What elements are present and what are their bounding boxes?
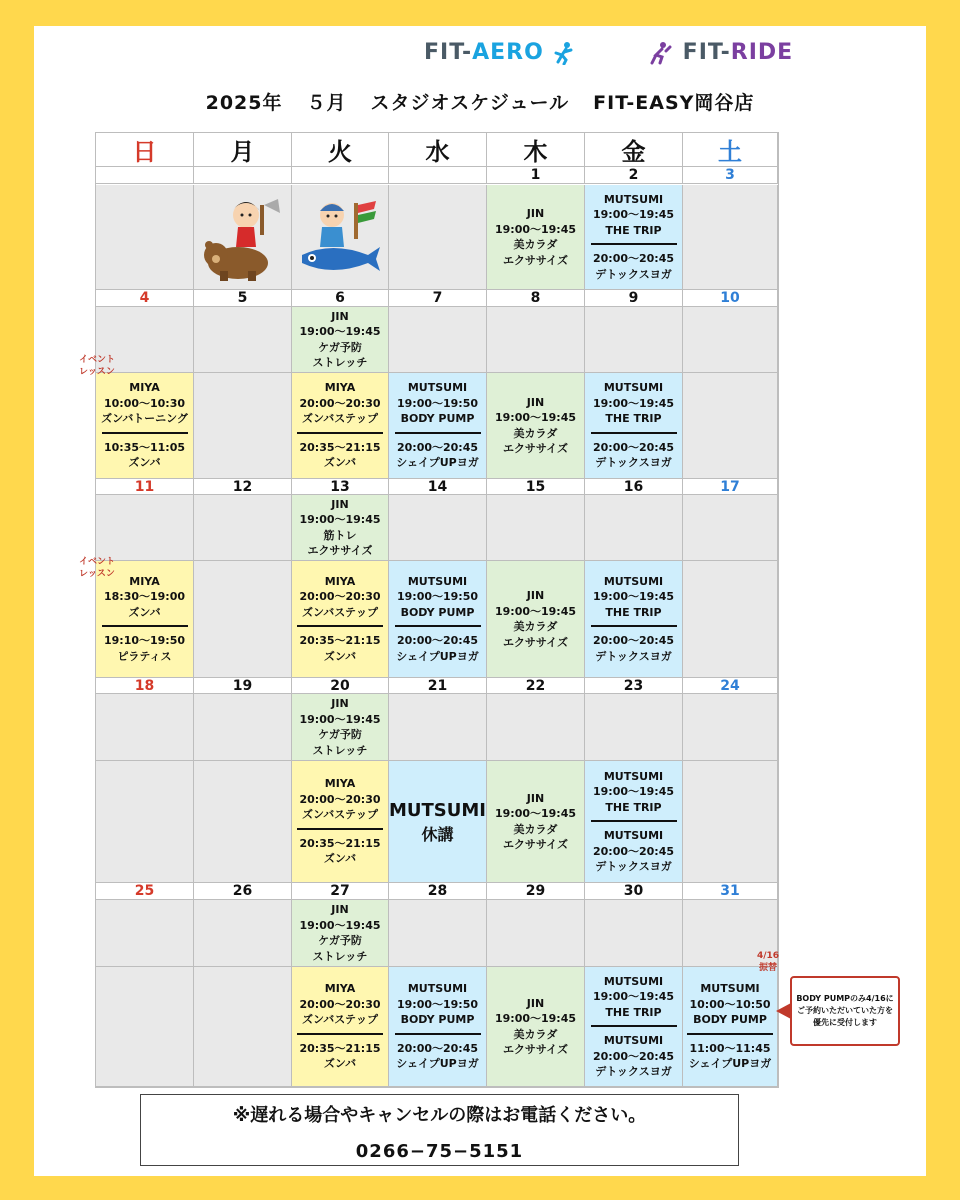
lesson-cell <box>487 373 585 479</box>
lesson-text: シェイプUPヨガ <box>396 1057 479 1071</box>
lesson-divider <box>297 1033 383 1035</box>
lesson-text: 20:00〜20:45 <box>396 634 479 648</box>
lesson-cell <box>585 761 683 883</box>
runner-icon <box>553 41 575 65</box>
lesson-text: 11:00〜11:45 <box>689 1041 771 1055</box>
lesson-text: 20:00〜20:30 <box>299 590 381 604</box>
lesson-text: ズンバ <box>323 1057 357 1071</box>
lesson-text: 20:35〜21:15 <box>299 1041 381 1055</box>
date-number: 13 <box>292 479 389 495</box>
lesson-text: 20:00〜20:30 <box>299 792 381 806</box>
lesson-text: BODY PUMP <box>400 605 475 619</box>
lesson-text: MUTSUMI <box>603 381 664 395</box>
date-number: 12 <box>194 479 292 495</box>
lesson-text: BODY PUMP <box>400 1013 475 1027</box>
day-cell <box>96 967 194 1087</box>
lesson-text: シェイプUPヨガ <box>396 649 479 663</box>
date-number: 27 <box>292 883 389 900</box>
lesson-cell <box>585 185 683 290</box>
lesson-text: ズンバトーニング <box>101 412 188 426</box>
date-number: 25 <box>96 883 194 900</box>
lesson-text: JIN <box>331 903 349 916</box>
fit-aero-logo: FIT-AERO <box>424 40 575 65</box>
lesson-text: MIYA <box>129 381 160 395</box>
date-number: 21 <box>389 678 487 694</box>
lesson-text: JIN <box>526 996 545 1010</box>
lesson-text: デトックスヨガ <box>595 1065 672 1078</box>
lesson-text: 10:00〜10:50 <box>689 997 771 1011</box>
date-number: 6 <box>292 290 389 307</box>
lesson-text: 19:00〜19:45 <box>592 396 675 410</box>
day-cell <box>585 900 683 967</box>
lesson-cell <box>389 967 487 1087</box>
day-cell <box>683 373 778 479</box>
lesson-divider <box>395 625 481 627</box>
lesson-text: JIN <box>526 207 545 220</box>
day-cell <box>487 900 585 967</box>
weekday-header: 水 <box>389 133 487 167</box>
lesson-text: ズンバ <box>323 852 357 866</box>
fit-ride-logo: FIT-RIDE <box>648 40 793 65</box>
day-cell <box>585 307 683 373</box>
day-cell <box>683 495 778 561</box>
lesson-text: MUTSUMI <box>603 974 664 988</box>
lesson-text: ズンバステップ <box>301 412 378 426</box>
lesson-text: ズンバステップ <box>301 808 378 822</box>
cyclist-icon <box>648 41 674 65</box>
lesson-divider <box>102 432 188 434</box>
lesson-cell <box>292 967 389 1087</box>
lesson-text: MIYA <box>129 574 160 588</box>
date-number: 26 <box>194 883 292 900</box>
lesson-cell <box>292 307 389 373</box>
cancelled-lesson <box>389 761 487 883</box>
date-number <box>389 167 487 184</box>
weekday-header: 木 <box>487 133 585 167</box>
date-number: 7 <box>389 290 487 307</box>
lesson-text: JIN <box>331 309 349 323</box>
day-cell <box>389 900 487 967</box>
lesson-text: 美カラダ <box>513 426 558 440</box>
lesson-text: エクササイズ <box>502 253 569 267</box>
lesson-text: 20:00〜20:45 <box>592 440 675 454</box>
date-number: 10 <box>683 290 778 307</box>
lesson-text: MIYA <box>324 982 356 996</box>
date-number: 1 <box>487 167 585 184</box>
date-number: 23 <box>585 678 683 694</box>
transfer-note: 4/16 振替 <box>757 951 780 973</box>
lesson-text: 20:35〜21:15 <box>299 634 381 648</box>
lesson-text: ピラティス <box>117 649 172 663</box>
lesson-text: THE TRIP <box>605 223 662 237</box>
lesson-text: 筋トレ <box>323 528 357 542</box>
lesson-cell <box>292 561 389 678</box>
lesson-text: デトックスヨガ <box>595 267 672 281</box>
lesson-text: 10:00〜10:30 <box>103 396 186 410</box>
lesson-text: 20:00〜20:30 <box>299 997 381 1011</box>
day-cell <box>487 307 585 373</box>
lesson-divider <box>591 432 677 434</box>
date-number: 18 <box>96 678 194 694</box>
callout-arrow <box>776 1003 791 1019</box>
callout-note: BODY PUMPのみ4/16にご予約いただいていた方を優先に受付します <box>790 976 900 1046</box>
lesson-text: JIN <box>526 791 545 805</box>
lesson-divider <box>591 625 677 627</box>
weekday-header: 火 <box>292 133 389 167</box>
lesson-cell <box>487 561 585 678</box>
lesson-cell <box>292 694 389 761</box>
lesson-text: MIYA <box>324 777 356 791</box>
lesson-text: シェイプUPヨガ <box>688 1057 772 1071</box>
lesson-text: MUTSUMI <box>700 982 760 996</box>
lesson-text: ズンバ <box>323 649 357 663</box>
day-cell <box>389 185 487 290</box>
lesson-text: シェイプUPヨガ <box>396 456 479 470</box>
lesson-text: 休講 <box>421 824 454 844</box>
day-cell <box>683 694 778 761</box>
lesson-text: MUTSUMI <box>603 769 664 783</box>
day-cell <box>389 495 487 561</box>
lesson-text: 20:35〜21:15 <box>299 440 381 454</box>
lesson-divider <box>102 625 188 627</box>
lesson-text: THE TRIP <box>605 1005 662 1019</box>
page-title: 2025年 ５月 スタジオスケジュール FIT-EASY岡谷店 <box>205 92 755 114</box>
lesson-text: 19:00〜19:45 <box>299 513 381 526</box>
lesson-text: ズンバ <box>128 605 161 619</box>
lesson-text: 10:35〜11:05 <box>103 440 186 454</box>
lesson-text: 美カラダ <box>513 1027 558 1041</box>
weekday-header: 日 <box>96 133 194 167</box>
lesson-text: MUTSUMI <box>603 192 664 206</box>
lesson-cell <box>292 373 389 479</box>
day-cell <box>194 185 292 290</box>
lesson-text: MUTSUMI <box>603 829 664 842</box>
lesson-cell <box>585 967 683 1087</box>
lesson-text: エクササイズ <box>502 635 569 649</box>
lesson-cell <box>487 761 585 883</box>
event-lesson-label: イベント レッスン <box>79 557 116 579</box>
lesson-cell <box>389 373 487 479</box>
lesson-divider <box>297 828 383 830</box>
lesson-text: JIN <box>526 395 545 409</box>
day-cell <box>389 694 487 761</box>
day-cell <box>194 373 292 479</box>
lesson-text: 19:00〜19:45 <box>592 785 675 798</box>
date-number: 11 <box>96 479 194 495</box>
lesson-text: BODY PUMP <box>693 1013 767 1027</box>
lesson-text: デトックスヨガ <box>595 649 672 663</box>
lesson-text: 19:00〜19:45 <box>494 222 577 236</box>
lesson-divider <box>297 625 383 627</box>
date-number: 29 <box>487 883 585 900</box>
day-cell <box>389 307 487 373</box>
day-cell <box>585 495 683 561</box>
lesson-text: 美カラダ <box>513 822 558 836</box>
lesson-divider <box>395 1033 481 1035</box>
kintaro-bear-illustration <box>194 185 292 289</box>
lesson-text: 19:00〜19:45 <box>592 208 675 222</box>
lesson-text: JIN <box>526 589 545 602</box>
lesson-cell <box>683 967 778 1087</box>
lesson-divider <box>591 243 677 245</box>
lesson-divider <box>395 432 481 434</box>
date-number: 5 <box>194 290 292 307</box>
footer-message: ※遅れる場合やキャンセルの際はお電話ください。 <box>232 1105 647 1126</box>
day-cell <box>194 967 292 1087</box>
koinobori-boy-illustration <box>292 185 389 289</box>
lesson-text: 19:00〜19:50 <box>396 396 479 410</box>
lesson-text: MIYA <box>324 381 356 395</box>
day-cell <box>683 307 778 373</box>
lesson-text: MUTSUMI <box>389 799 486 821</box>
lesson-text: THE TRIP <box>605 605 662 619</box>
lesson-text: 20:00〜20:45 <box>592 844 675 858</box>
lesson-text: 18:30〜19:00 <box>103 590 186 604</box>
lesson-cell <box>292 761 389 883</box>
lesson-text: 20:00〜20:45 <box>592 252 675 266</box>
lesson-text: 19:00〜19:45 <box>494 604 577 618</box>
date-number: 31 <box>683 883 778 900</box>
day-cell <box>683 761 778 883</box>
day-cell <box>96 495 194 561</box>
lesson-text: MIYA <box>324 574 356 588</box>
date-number: 16 <box>585 479 683 495</box>
lesson-text: ストレッチ <box>312 743 368 757</box>
lesson-text: ケガ予防 <box>318 728 362 741</box>
lesson-text: 19:00〜19:45 <box>494 807 577 820</box>
date-number <box>194 167 292 184</box>
day-cell <box>194 761 292 883</box>
day-cell <box>194 561 292 678</box>
day-cell <box>585 694 683 761</box>
lesson-cell <box>292 495 389 561</box>
weekday-header: 月 <box>194 133 292 167</box>
date-number: 20 <box>292 678 389 694</box>
lesson-text: 19:00〜19:45 <box>592 990 675 1003</box>
lesson-divider <box>591 820 677 822</box>
lesson-text: JIN <box>331 697 349 710</box>
lesson-text: ストレッチ <box>312 356 368 369</box>
date-number: 28 <box>389 883 487 900</box>
date-number: 4 <box>96 290 194 307</box>
date-number: 30 <box>585 883 683 900</box>
lesson-text: エクササイズ <box>307 544 373 557</box>
weekday-header: 金 <box>585 133 683 167</box>
phone-number: 0266−75−5151 <box>355 1141 524 1162</box>
lesson-text: デトックスヨガ <box>595 860 672 873</box>
lesson-cell <box>585 373 683 479</box>
lesson-text: BODY PUMP <box>400 412 475 426</box>
lesson-divider <box>297 432 383 434</box>
date-number: 14 <box>389 479 487 495</box>
day-cell <box>194 694 292 761</box>
day-cell <box>487 495 585 561</box>
lesson-text: 19:00〜19:50 <box>396 590 479 604</box>
day-cell <box>194 307 292 373</box>
lesson-text: 美カラダ <box>513 238 558 251</box>
date-number: 22 <box>487 678 585 694</box>
day-cell <box>487 694 585 761</box>
lesson-text: エクササイズ <box>502 442 569 455</box>
lesson-text: MUTSUMI <box>603 574 664 588</box>
lesson-text: 19:00〜19:45 <box>299 712 381 726</box>
lesson-text: MUTSUMI <box>407 574 468 588</box>
date-number: 2 <box>585 167 683 184</box>
lesson-text: 20:00〜20:30 <box>299 396 381 410</box>
lesson-text: 19:00〜19:45 <box>299 918 381 932</box>
day-cell <box>96 185 194 290</box>
lesson-text: ズンバ <box>323 456 357 470</box>
lesson-cell <box>292 900 389 967</box>
date-number <box>96 167 194 184</box>
lesson-text: ケガ予防 <box>318 934 362 947</box>
lesson-text: MUTSUMI <box>407 982 468 996</box>
lesson-text: 20:00〜20:45 <box>592 634 675 648</box>
lesson-cell <box>389 561 487 678</box>
lesson-text: エクササイズ <box>502 838 569 851</box>
day-cell <box>96 761 194 883</box>
lesson-text: 19:00〜19:45 <box>592 590 675 604</box>
day-cell <box>194 900 292 967</box>
day-cell <box>683 561 778 678</box>
weekday-header: 土 <box>683 133 778 167</box>
lesson-text: ストレッチ <box>312 949 368 963</box>
date-number: 24 <box>683 678 778 694</box>
lesson-cell <box>585 561 683 678</box>
calendar-grid <box>95 132 779 1088</box>
lesson-text: JIN <box>331 497 349 511</box>
date-number: 3 <box>683 167 778 184</box>
lesson-text: ズンバ <box>128 456 161 470</box>
day-cell <box>292 185 389 290</box>
day-cell <box>194 495 292 561</box>
lesson-text: ケガ予防 <box>318 340 362 354</box>
date-number: 15 <box>487 479 585 495</box>
lesson-text: 19:00〜19:50 <box>396 997 479 1011</box>
date-number: 17 <box>683 479 778 495</box>
day-cell <box>96 900 194 967</box>
date-number: 8 <box>487 290 585 307</box>
lesson-text: デトックスヨガ <box>595 456 672 470</box>
lesson-text: ズンバステップ <box>301 605 378 619</box>
lesson-divider <box>591 1025 677 1027</box>
lesson-cell <box>487 967 585 1087</box>
day-cell <box>683 185 778 290</box>
lesson-text: 20:00〜20:45 <box>396 1041 479 1055</box>
lesson-text: THE TRIP <box>605 800 662 814</box>
lesson-text: エクササイズ <box>502 1043 569 1056</box>
lesson-text: 19:10〜19:50 <box>103 634 186 648</box>
lesson-text: 20:35〜21:15 <box>299 836 381 850</box>
day-cell <box>96 694 194 761</box>
lesson-text: 美カラダ <box>513 620 558 633</box>
lesson-text: ズンバステップ <box>301 1013 378 1027</box>
lesson-text: 20:00〜20:45 <box>592 1049 675 1063</box>
event-lesson-label: イベント レッスン <box>79 355 116 377</box>
date-number: 9 <box>585 290 683 307</box>
lesson-text: 19:00〜19:45 <box>299 325 381 338</box>
lesson-text: MUTSUMI <box>407 381 468 395</box>
date-number <box>292 167 389 184</box>
lesson-text: MUTSUMI <box>603 1034 664 1047</box>
lesson-text: 20:00〜20:45 <box>396 440 479 454</box>
lesson-text: THE TRIP <box>605 412 662 426</box>
lesson-text: 19:00〜19:45 <box>494 1012 577 1025</box>
lesson-cell <box>487 185 585 290</box>
lesson-cell <box>96 373 194 479</box>
footer-notice <box>140 1094 739 1166</box>
lesson-text: 19:00〜19:45 <box>494 411 577 424</box>
date-number: 19 <box>194 678 292 694</box>
lesson-divider <box>687 1033 773 1035</box>
